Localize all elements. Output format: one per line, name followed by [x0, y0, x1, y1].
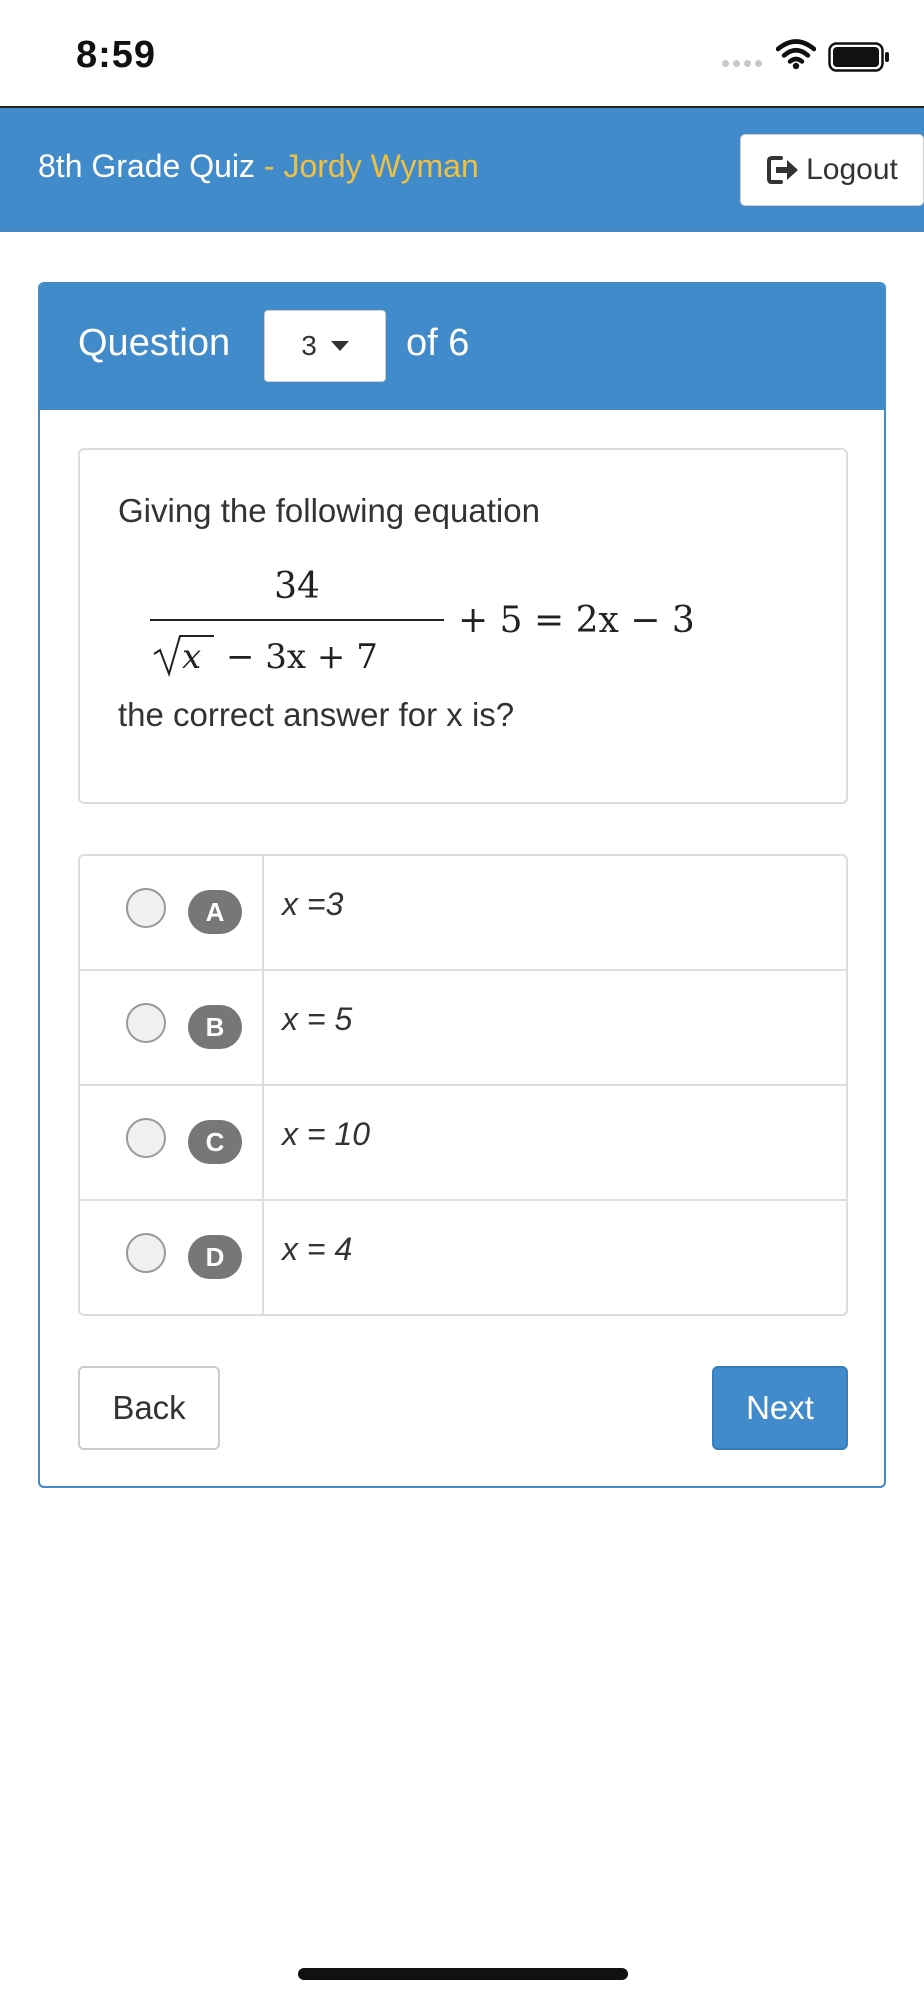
answer-option-d[interactable] [80, 1201, 846, 1316]
app-header [0, 108, 924, 232]
quiz-title: 8th Grade Quiz [38, 148, 255, 184]
logout-icon [766, 155, 800, 185]
radio-button[interactable] [126, 1003, 166, 1043]
logout-button[interactable] [740, 134, 924, 206]
answer-option-a[interactable] [80, 856, 846, 971]
next-button[interactable]: Next [712, 1366, 848, 1450]
logout-label: Logout [806, 153, 898, 186]
answer-selector-cell [80, 1201, 264, 1316]
back-button[interactable]: Back [78, 1366, 220, 1450]
question-number-select[interactable] [264, 310, 386, 382]
equation-radicand: x [182, 637, 202, 677]
answer-letter-badge: D [188, 1235, 242, 1279]
answer-selector-cell [80, 1086, 264, 1199]
answer-text: x = 10 [282, 1116, 371, 1152]
answer-letter-badge: B [188, 1005, 242, 1049]
answer-letter-badge: C [188, 1120, 242, 1164]
title-separator: - [255, 148, 284, 184]
answer-letter-badge: A [188, 890, 242, 934]
battery-icon [828, 42, 890, 72]
answer-selector-cell [80, 856, 264, 969]
answer-text: x =3 [282, 886, 344, 922]
wifi-icon [776, 38, 816, 70]
equation [140, 550, 700, 680]
cellular-signal-icon [722, 60, 762, 67]
question-intro: Giving the following equation [118, 492, 540, 529]
quiz-panel [38, 282, 886, 1488]
radio-button[interactable] [126, 1118, 166, 1158]
answer-option-b[interactable] [80, 971, 846, 1086]
status-bar [0, 0, 924, 108]
user-name: Jordy Wyman [283, 148, 479, 184]
radio-button[interactable] [126, 1233, 166, 1273]
status-time: 8:59 [76, 34, 157, 76]
question-card [78, 448, 848, 804]
question-total: of 6 [406, 322, 470, 364]
radio-button[interactable] [126, 888, 166, 928]
question-number-value: 3 [301, 330, 317, 361]
question-prompt: the correct answer for x is? [118, 696, 515, 733]
home-indicator[interactable] [298, 1968, 628, 1980]
answer-selector-cell [80, 971, 264, 1084]
answer-text: x = 5 [282, 1001, 353, 1037]
equation-denominator-rest: − 3x + 7 [226, 637, 378, 677]
question-label: Question [78, 322, 231, 364]
equation-right-side: + 5 = 2x − 3 [458, 600, 695, 641]
caret-down-icon [331, 341, 349, 351]
answer-option-c[interactable] [80, 1086, 846, 1201]
answer-text: x = 4 [282, 1231, 353, 1267]
panel-heading [40, 284, 884, 410]
equation-numerator: 34 [274, 566, 320, 607]
app-title [38, 148, 479, 185]
answers-table [78, 854, 848, 1316]
